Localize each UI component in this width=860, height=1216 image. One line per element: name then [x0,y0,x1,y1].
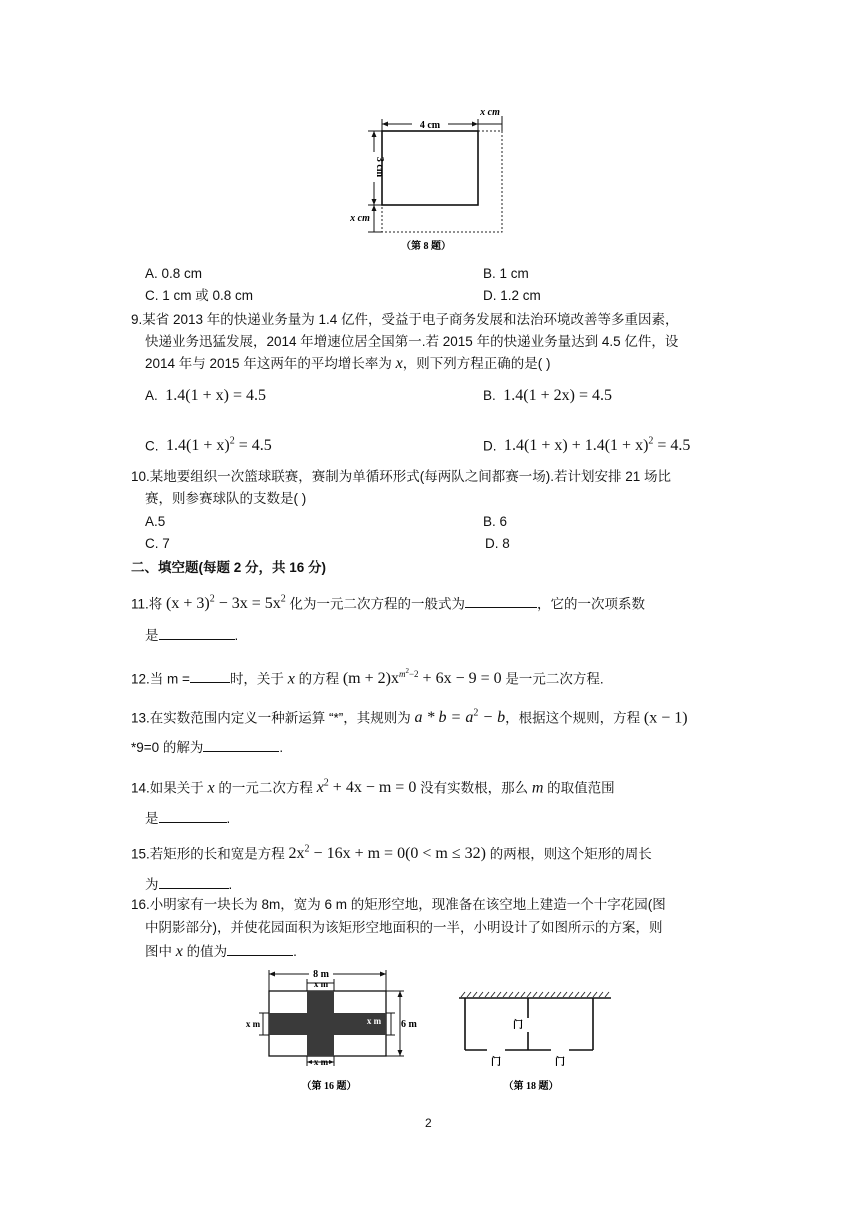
q10-line-2: 赛，则参赛球队的支数是( ) [145,491,307,506]
figure-question-16 [245,966,415,1094]
q9-line-3: 2014 年与 2015 年这两年的平均增长率为 x，则下列方程正确的是( ) [145,355,551,372]
fig8-outer-dashed-rect [382,131,502,232]
q10-option-c: C. 7 [145,536,170,551]
fig16-right-label: 6 m [401,1019,417,1030]
q8-option-c: C. 1 cm 或 0.8 cm [145,288,254,303]
q11-blank-2[interactable] [159,625,235,640]
fig16-left-label: x m [245,1019,261,1029]
q9-option-d: D. $1.4(1 + x) + 1.4(1 + x)^2 = 4.5$ [483,436,691,455]
fig18-door-label-middle: 门 [513,1020,523,1031]
fig8-caption: （第 8 题） [401,241,451,252]
q16-line-1: 16.小明家有一块长为 8m，宽为 6 m 的矩形空地，现准备在该空地上建造一个十字花园(图 [131,897,666,912]
q13-line-1: 13.在实数范围内定义一种新运算 “*”，其规则为 $a * b = a^2 - b$，根据这个规则，方程 (x − 1) [131,708,688,727]
q10-line-1: 10.某地要组织一次篮球联赛，赛制为单循环形式(每两队之间都赛一场).若计划安排 21 场比 [131,469,672,484]
fig8-bottom-label: x cm [350,213,370,224]
q11-blank-1[interactable] [465,593,537,608]
q8-option-d: D. 1.2 cm [483,288,541,303]
fig16-bottom-inner-label: x m [313,1057,329,1067]
q8-option-a: A. 0.8 cm [145,266,203,281]
q11-line-2: 是 . [145,625,238,646]
section-2-heading: 二、填空题(每题 2 分，共 16 分) [131,560,327,575]
q13-blank[interactable] [203,737,279,752]
q10-option-a: A.5 [145,514,166,529]
q11-line-1: 11.将 $(x + 3)^2 - 3x = 5x^2$ 化为一元二次方程的一般式为 ，它的一次项系数 [131,594,646,613]
q15-line-1: 15.若矩形的长和宽是方程 $2x^2 - 16x + m = 0(0 < m \le 32)$ 的两根，则这个矩形的周长 [131,844,652,863]
q12-blank[interactable] [190,668,230,683]
fig16-caption: （第 16 题） [301,1081,357,1092]
q16-line-2: 中阴影部分)，并使花园面积为该矩形空地面积的一半，小明设计了如图所示的方案，则 [145,920,663,935]
q16-line-3: 图中 x 的值为 . [145,943,297,960]
q14-line-1: 14.如果关于 x 的一元二次方程 $x^2 + 4x - m = 0$ 没有实数根，那么 m 的取值范围 [131,778,615,797]
q14-line-2: 是 . [145,808,230,829]
fig8-top-label: 4 cm [419,120,441,131]
fig18-door-label-right: 门 [555,1057,565,1068]
fig16-top-label: 8 m [313,969,329,980]
q8-option-b: B. 1 cm [483,266,529,281]
fig16-top-inner-label: x m [313,979,329,989]
fig18-caption: （第 18 题） [503,1081,559,1092]
q15-blank[interactable] [159,874,229,889]
fig18-door-label-left: 门 [491,1057,501,1068]
q15-line-2: 为 . [145,874,232,895]
fig16-right-inner-label: x m [366,1016,382,1026]
figure-question-18 [455,990,615,1094]
q10-option-b: B. 6 [483,514,508,529]
fig8-left-label: 3 cm [374,156,385,178]
page-number: 2 [425,1116,432,1130]
fig18-wall-hatching [461,992,609,997]
q9-line-2: 快递业务迅猛发展，2014 年增速位居全国第一.若 2015 年的快递业务量达到 4.5 亿件，设 [145,334,679,349]
q12-line: 12.当 m = 时，关于 x 的方程 $(m + 2)x^{m^2-2} + 6x - 9 = 0$ 是一元二次方程. [131,667,604,688]
q13-line-2: *9=0 的解为 . [131,737,283,758]
q9-option-a: A. 1.4(1 + x) = 4.5 [145,387,266,404]
fig8-inner-rect [382,131,478,205]
q9-option-b: B. 1.4(1 + 2x) = 4.5 [483,387,612,404]
q9-line-1: 9.某省 2013 年的快递业务量为 1.4 亿件，受益于电子商务发展和法治环境改善等多重因素， [131,312,679,327]
figure-question-8 [340,104,530,254]
fig8-right-label: x cm [480,107,500,118]
q14-blank[interactable] [159,808,227,823]
q16-blank[interactable] [227,941,293,956]
q10-option-d: D. 8 [485,536,510,551]
q9-option-c: C. $1.4(1 + x)^2 = 4.5$ [145,436,272,455]
